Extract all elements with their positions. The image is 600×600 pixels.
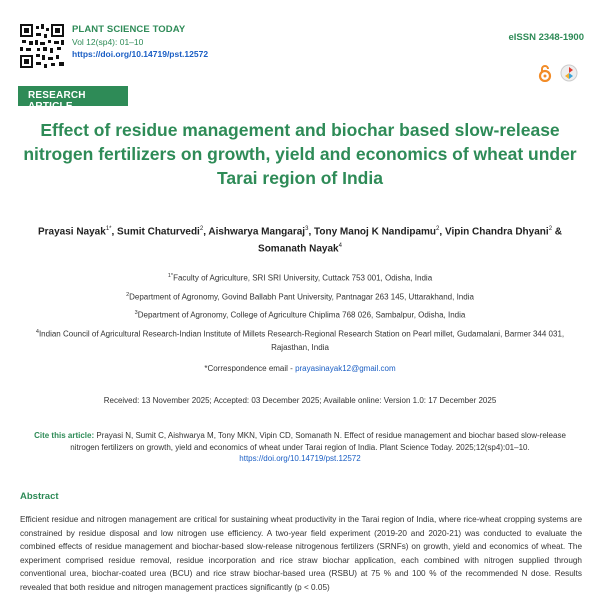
author-name: Somanath Nayak bbox=[258, 243, 339, 255]
crossmark-icon[interactable] bbox=[560, 64, 578, 82]
journal-info bbox=[72, 24, 208, 60]
citation-block bbox=[30, 430, 570, 465]
journal-name: PLANT SCIENCE TODAY bbox=[72, 24, 186, 35]
affiliation-text: Department of Agronomy, College of Agriculture Chiplima 768 026, Sambalpur, Odisha, India bbox=[137, 310, 466, 320]
affiliation-text: Department of Agronomy, Govind Ballabh Pant University, Pantnagar 263 145, Uttarakhand, India bbox=[129, 292, 474, 302]
affiliation-marker: 4 bbox=[35, 328, 39, 335]
author-affiliation-marker: 2 bbox=[436, 226, 440, 232]
affiliation-marker: 2 bbox=[126, 291, 130, 298]
author-separator: , bbox=[439, 226, 445, 238]
author-affiliation-marker: 2 bbox=[548, 226, 553, 232]
affiliation-text: Indian Council of Agricultural Research-Indian Institute of Millets Research-Regional Research Station on Pearl millet, Gudamalani, Barmer 344 031, Rajasthan, India bbox=[38, 329, 565, 352]
affiliation-marker: 1* bbox=[167, 273, 174, 279]
received-dates: Received: 13 November 2025; Accepted: 03 December 2025; Available online: Version 1.0: 17 December 2025 bbox=[103, 396, 497, 405]
author-separator: , bbox=[111, 226, 118, 238]
author-separator: & bbox=[552, 226, 563, 238]
author-name: Aishwarya Mangaraj bbox=[208, 226, 306, 238]
author-name: Tony Manoj K Nandipamu bbox=[314, 226, 437, 238]
correspondence-label: *Correspondence email - bbox=[204, 364, 293, 373]
affiliation-item bbox=[20, 326, 580, 354]
affiliation-item bbox=[20, 289, 580, 304]
article-type-badge: RESEARCH ARTICLE bbox=[18, 86, 128, 106]
journal-doi-link[interactable]: https://doi.org/10.14719/pst.12572 bbox=[72, 49, 209, 59]
affiliation-item bbox=[20, 307, 580, 322]
author-affiliation-marker: 4 bbox=[338, 243, 342, 250]
affiliation-list bbox=[20, 270, 580, 358]
correspondence bbox=[20, 364, 580, 373]
author-separator: , bbox=[308, 226, 314, 238]
author-name: Prayasi Nayak bbox=[37, 226, 106, 238]
affiliation-item bbox=[20, 270, 580, 285]
eissn: eISSN 2348-1900 bbox=[508, 32, 584, 43]
article-title: Effect of residue management and biochar based slow-release nitrogen fertilizers on growth, yield and economics of wheat under Tarai region of India bbox=[23, 120, 577, 188]
author-separator: , bbox=[203, 226, 209, 238]
correspondence-email-link[interactable]: prayasinayak12@gmail.com bbox=[295, 364, 396, 373]
badge-icons bbox=[538, 64, 578, 82]
author-affiliation-marker: 1* bbox=[105, 226, 112, 232]
citation-label: Cite this article: bbox=[34, 431, 95, 440]
affiliation-text: Faculty of Agriculture, SRI SRI University, Cuttack 753 001, Odisha, India bbox=[173, 273, 433, 283]
citation-text: Prayasi N, Sumit C, Aishwarya M, Tony MKN, Vipin CD, Somanath N. Effect of residue management and biochar based slow-release nitrogen fertilizers on growth, yield and economics of wheat under Tarai region of India. Plant Science Today. 2025;12(sp4):01–10. bbox=[70, 431, 566, 452]
abstract-text: Efficient residue and nitrogen management are critical for sustaining wheat productivity in the Tarai region of India, where rice-wheat cropping systems are constrained by residue disposal and low nitrogen use efficiency. A two-year field experiment (2019-20 and 2020-21) was conducted to evaluate the combined effects of residue management and biochar-based slow-release nitrogenous fertilizers (SRNFs) on growth, yield and economics of wheat. The experiment comprised residue removal, residue incorporation and rice straw biochar application, each combined with nitrogen supplied through conventional urea, biochar-coated urea (BCU) and rice straw biochar-based urea (RSBU) at 75 % and 100 % of the recommended N dose. Results revealed that both residue and nitrogen management practices significantly (p < 0.05) bbox=[20, 515, 582, 592]
author-affiliation-marker: 2 bbox=[199, 226, 204, 232]
author-name: Sumit Chaturvedi bbox=[117, 226, 200, 238]
citation-doi-link[interactable]: https://doi.org/10.14719/pst.12572 bbox=[239, 454, 361, 463]
qr-code-icon[interactable] bbox=[20, 24, 64, 68]
open-access-icon[interactable] bbox=[538, 64, 552, 82]
author-name: Vipin Chandra Dhyani bbox=[444, 226, 549, 238]
affiliation-marker: 3 bbox=[134, 310, 138, 317]
journal-volume: Vol 12(sp4): 01–10 bbox=[72, 37, 144, 47]
author-list bbox=[20, 222, 580, 257]
author-affiliation-marker: 3 bbox=[305, 226, 309, 232]
abstract-heading: Abstract bbox=[20, 491, 59, 502]
